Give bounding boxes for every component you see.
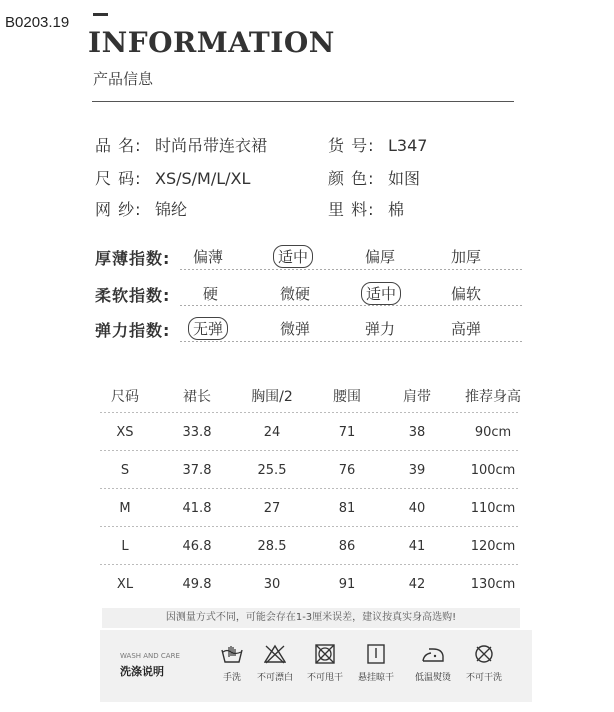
table-cell: 76 <box>338 463 356 478</box>
table-cell: 49.8 <box>182 577 212 592</box>
info-value: XS/S/M/L/XL <box>155 169 251 188</box>
index-option: 偏厚 <box>365 248 396 266</box>
table-cell: XL <box>116 577 134 592</box>
wash-item-label: 不可干洗 <box>465 673 502 683</box>
table-header: 裙长 <box>183 389 211 405</box>
table-cell: M <box>119 501 131 516</box>
index-option-selected: 适中 <box>273 245 313 268</box>
table-cell: 33.8 <box>182 425 212 440</box>
table-cell: 39 <box>408 463 426 478</box>
wash-item <box>464 644 504 683</box>
info-label: 里 料: <box>328 200 375 219</box>
table-cell: 81 <box>338 501 356 516</box>
wash-item <box>413 644 453 683</box>
wash-label-cn: 洗涤说明 <box>120 665 164 678</box>
info-size <box>95 166 250 189</box>
info-label: 网 纱: <box>95 200 142 219</box>
table-cell: 100cm <box>470 463 516 478</box>
index-option-selected: 无弹 <box>188 317 228 340</box>
table-cell: 41 <box>408 539 426 554</box>
table-cell: 24 <box>263 425 281 440</box>
info-color <box>328 166 420 189</box>
index-option: 加厚 <box>451 248 482 266</box>
index-option: 微硬 <box>280 285 311 303</box>
table-cell: 37.8 <box>182 463 212 478</box>
index-option: 弹力 <box>365 320 396 338</box>
index-label: 柔软指数: <box>95 286 171 305</box>
index-divider <box>180 269 522 270</box>
wash-item <box>356 644 396 683</box>
wash-item <box>212 644 252 683</box>
hand-wash-icon <box>221 644 243 664</box>
info-label: 货 号: <box>328 136 375 155</box>
info-lining <box>328 197 404 220</box>
wash-item-label: 不可甩干 <box>306 673 343 683</box>
no-tumble-dry-icon <box>314 644 336 664</box>
wash-label-en: WASH AND CARE <box>120 652 180 660</box>
wash-item <box>305 644 345 683</box>
info-label: 颜 色: <box>328 169 375 188</box>
table-header: 腰围 <box>333 389 361 405</box>
index-divider <box>180 341 522 342</box>
table-header: 肩带 <box>403 389 431 405</box>
index-label: 厚薄指数: <box>95 249 171 268</box>
info-value: 如图 <box>388 169 421 188</box>
info-product-name <box>95 133 267 156</box>
table-divider <box>100 450 520 451</box>
wash-care-panel <box>100 630 532 702</box>
info-value: 锦纶 <box>155 200 188 219</box>
index-divider <box>180 305 522 306</box>
low-iron-icon <box>421 644 445 664</box>
wash-item-label: 悬挂晾干 <box>357 673 394 683</box>
index-option: 偏软 <box>451 285 482 303</box>
measurement-note: 因测量方式不同，可能会存在1-3厘米误差，建议按真实身高选购! <box>102 608 520 628</box>
title-accent-dash <box>93 13 108 16</box>
table-cell: 40 <box>408 501 426 516</box>
wash-item-label: 低温熨烫 <box>414 673 451 683</box>
table-cell: 91 <box>338 577 356 592</box>
info-fabric <box>95 197 187 220</box>
table-cell: XS <box>116 425 134 440</box>
table-cell: 28.5 <box>257 539 287 554</box>
table-cell: 30 <box>263 577 281 592</box>
table-cell: 120cm <box>470 539 516 554</box>
table-cell: 90cm <box>474 425 512 440</box>
no-bleach-icon <box>264 644 286 664</box>
table-header: 胸围/2 <box>251 389 293 405</box>
info-value: 时尚吊带连衣裙 <box>155 136 268 155</box>
index-option: 高弹 <box>451 320 482 338</box>
table-header: 推荐身高 <box>465 389 521 405</box>
wash-item-label: 不可漂白 <box>256 673 293 683</box>
table-divider <box>100 526 520 527</box>
table-divider <box>100 412 520 413</box>
table-header: 尺码 <box>111 389 139 405</box>
wash-item <box>255 644 295 683</box>
title-divider <box>92 101 514 102</box>
table-divider <box>100 488 520 489</box>
index-row-thickness <box>95 246 525 266</box>
no-dry-clean-icon <box>473 644 495 664</box>
table-cell: 41.8 <box>182 501 212 516</box>
table-divider <box>100 564 520 565</box>
table-cell: S <box>120 463 130 478</box>
index-option-selected: 适中 <box>361 282 401 305</box>
info-label: 品 名: <box>95 136 142 155</box>
index-label: 弹力指数: <box>95 321 171 340</box>
table-cell: 42 <box>408 577 426 592</box>
index-row-elasticity <box>95 318 525 338</box>
index-option: 偏薄 <box>193 248 224 266</box>
info-value: L347 <box>388 136 428 155</box>
table-cell: 25.5 <box>257 463 287 478</box>
table-cell: 130cm <box>470 577 516 592</box>
product-code: B0203.19 <box>5 14 70 31</box>
info-item-number <box>328 133 427 156</box>
table-cell: L <box>121 539 129 554</box>
table-cell: 38 <box>408 425 426 440</box>
page-title: INFORMATION <box>88 26 335 59</box>
wash-item-label: 手洗 <box>222 673 241 683</box>
info-value: 棉 <box>388 200 405 219</box>
info-label: 尺 码: <box>95 169 142 188</box>
hang-dry-icon <box>365 644 387 664</box>
index-option: 微弹 <box>280 320 311 338</box>
table-cell: 86 <box>338 539 356 554</box>
page-subtitle: 产品信息 <box>93 70 154 88</box>
table-cell: 110cm <box>470 501 516 516</box>
table-cell: 27 <box>263 501 281 516</box>
index-option: 硬 <box>203 285 219 303</box>
table-cell: 71 <box>338 425 356 440</box>
table-cell: 46.8 <box>182 539 212 554</box>
index-row-softness <box>95 283 525 303</box>
